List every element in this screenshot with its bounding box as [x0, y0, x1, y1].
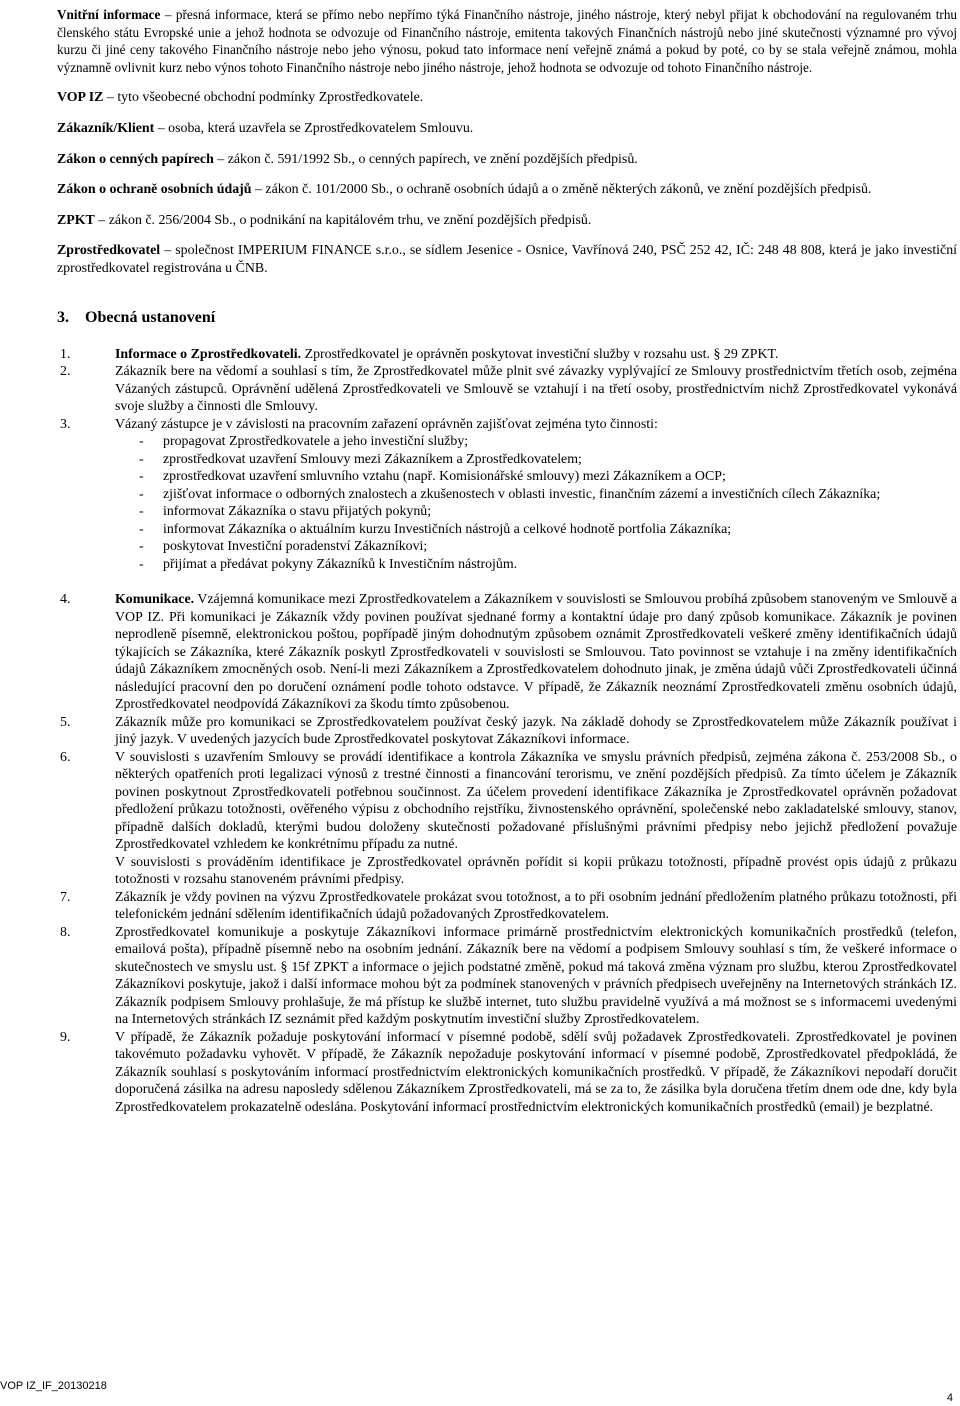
- activity-item: [139, 433, 957, 451]
- bullet-dash: -: [139, 556, 144, 572]
- activity-text: zjišťovat informace o odborných znalostech a zkušenostech v oblasti investic, finančním zázemí a investičních cílech Zákazníka;: [163, 486, 881, 502]
- definition-text: – zákon č. 591/1992 Sb., o cenných papírech, ve znění pozdějších předpisů.: [214, 152, 638, 167]
- document-page: [57, 6, 957, 1116]
- bullet-dash: -: [139, 451, 144, 467]
- activities-list: [139, 433, 957, 573]
- definition-term: VOP IZ: [57, 90, 104, 106]
- item-text: V souvislosti s prováděním identifikace je Zprostředkovatel oprávněn pořídit si kopii průkazu totožnosti, případně provést opis údajů z průkazu totožnosti v rozsahu stanoveném právními předpisy.: [115, 854, 957, 888]
- item-number: 4.: [60, 592, 71, 608]
- bullet-dash: -: [139, 504, 144, 520]
- section-heading: [57, 308, 957, 328]
- bullet-dash: -: [139, 469, 144, 485]
- item-number: 6.: [60, 749, 71, 765]
- definition-text: – zákon č. 101/2000 Sb., o ochraně osobních údajů a o změně některých zákonů, ve znění pozdějších předpisů.: [252, 182, 872, 197]
- definition-term: Zprostředkovatel: [57, 243, 161, 259]
- activity-item: [139, 468, 957, 486]
- list-item: [57, 363, 957, 416]
- definition-text: – přesná informace, která se přímo nebo nepřímo týká Finančního nástroje, jiného nástroje, který nebyl přijat k obchodování na regulovaném trhu členského státu Evropské unie a jehož hodnota se odvozuje od Finančního nástroje, emitenta takových Finančních nástrojů nebo jiné skutečnosti významné pro vývoj kurzu či jiné ceny takového Finančního nástroje nebo jeho výnosu, pokud tato informace není veřejně známá a pokud by poté, co by se stala veřejně známou, mohla významně ovlivnit kurz nebo výnos tohoto Finančního nástroje nebo jiného nástroje, jehož hodnota se odvozuje od tohoto Finančního nástroje.: [57, 7, 957, 75]
- item-text: Vzájemná komunikace mezi Zprostředkovatelem a Zákazníkem v souvislosti se Smlouvou probíhá způsobem stanoveným ve Smlouvě a VOP IZ. Při komunikaci je Zákazník vždy povinen používat sjednané formy a kontaktní údaje pro daný způsob komunikace. Zákazník je povinen neprodleně písemně, elektronickou poštou, popřípadě jiným dohodnutým způsobem oznámit Zprostředkovateli veškeré změny identifikačních údajů týkajících se Zákazníka, které Zákazník poskytl Zprostředkovateli v souvislosti se Smlouvou. Tato povinnost se vztahuje i na změny identifikačních údajů Zákazníkem zmocněných osob. Není-li mezi Zákazníkem a Zprostředkovatelem dohodnuto jinak, je změna údajů vůči Zprostředkovateli účinná následující pracovní den po doručení oznámení podle tohoto odstavce. V případě, že Zákazník neoznámí Zprostředkovateli změnu osobních údajů, Zprostředkovatel neodpovídá Zákazníkovi za škodu tímto způsobenou.: [115, 592, 957, 713]
- list-item: [57, 346, 957, 364]
- activity-text: přijímat a předávat pokyny Zákazníků k Investičním nástrojům.: [163, 556, 518, 572]
- definition-intermediary: [57, 242, 957, 277]
- definition-term: Zákon o ochraně osobních údajů: [57, 182, 252, 198]
- item-text: Zákazník bere na vědomí a souhlasí s tím, že Zprostředkovatel může plnit své závazky vyplývající ze Smlouvy prostřednictvím třetích osob, zejména Vázaných zástupců. Oprávnění udělená Zprostředkovateli ve Smlouvě se vztahují i na třetí osoby, prostřednictvím nichž Zprostředkovatel vykonává svoje služby a činnosti dle Smlouvy.: [115, 364, 957, 415]
- definition-text: – tyto všeobecné obchodní podmínky Zprostředkovatele.: [103, 90, 423, 105]
- definition-vop-iz: [57, 89, 957, 107]
- activity-item: [139, 451, 957, 469]
- definition-text: – osoba, která uzavřela se Zprostředkovatelem Smlouvu.: [154, 121, 473, 136]
- definition-text: – zákon č. 256/2004 Sb., o podnikání na kapitálovém trhu, ve znění pozdějších předpisů.: [95, 213, 591, 228]
- definition-data-protection-act: [57, 181, 957, 199]
- bullet-dash: -: [139, 521, 144, 537]
- definition-client: [57, 120, 957, 138]
- list-item: [57, 1029, 957, 1117]
- item-text: Zákazník může pro komunikaci se Zprostředkovatelem používat český jazyk. Na základě dohody se Zprostředkovatelem může Zákazník používat i jiný jazyk. V uvedených jazycích bude Zprostředkovatel poskytovat Zákazníkovi informace.: [115, 714, 957, 748]
- definition-term: ZPKT: [57, 212, 95, 228]
- list-item: [57, 714, 957, 749]
- list-item: [57, 416, 957, 434]
- item-number: 9.: [60, 1029, 71, 1045]
- definition-term: Vnitřní informace: [57, 7, 161, 22]
- item-number: 7.: [60, 889, 71, 905]
- list-item: [57, 924, 957, 1029]
- activity-item: [139, 486, 957, 504]
- item-text: V případě, že Zákazník požaduje poskytování informací v písemné podobě, sdělí svůj požadavek Zprostředkovateli. Zprostředkovatel je povinen takovémuto požadavku vyhovět. V případě, že Zákazník nepožaduje poskytování informací v písemné podobě, Zprostředkovatel předpokládá, že Zákazník souhlasí s poskytováním informací prostřednictvím elektronických komunikačních prostředků. V případě, že Zákazníkovi nepodaří doručit doporučená zásilka na adresu naposledy sdělenou Zákazníkem Zprostředkovateli, má se za to, že zásilka byla doručena třetím dnem ode dne, kdy byla Zprostředkovatelem prokazatelně odeslána. Poskytování informací prostřednictvím elektronických komunikačních prostředků (email) je bezplatné.: [115, 1029, 957, 1115]
- item-heading: Komunikace.: [115, 592, 195, 608]
- list-item-continuation: [57, 854, 957, 889]
- activity-item: [139, 538, 957, 556]
- list-item: [57, 749, 957, 854]
- activity-item: [139, 556, 957, 574]
- definition-inside-information: [57, 6, 957, 76]
- section-title: Obecná ustanovení: [85, 308, 216, 326]
- item-text: Zprostředkovatel komunikuje a poskytuje Zákazníkovi informace primárně prostřednictvím elektronických komunikačních prostředků (telefon, emailová pošta), případně písemně nebo na osobním jednání. Zákazník bere na vědomí a podpisem Smlouvy souhlasí s tím, že veškeré informace o skutečnostech ve smyslu ust. § 15f ZPKT a informace o jejich podstatné změně, pokud má taková změna význam pro službu, kterou Zprostředkovatel Zákazníkovi poskytuje, jakož i další informace mohou být za podmínek stanovených v právních předpisech uveřejněny na Internetových stránkách IZ. Zákazník podpisem Smlouvy prohlašuje, že má přístup ke službě internet, tuto službu pravidelně využívá a má možnost se s informacemi uvedenými na Internetových stránkách IZ seznámit před každým poskytnutím investiční služby Zprostředkovatelem.: [115, 924, 957, 1028]
- bullet-dash: -: [139, 486, 144, 502]
- list-item: [57, 889, 957, 924]
- section-number: 3.: [57, 308, 69, 326]
- activity-text: informovat Zákazníka o aktuálním kurzu Investičních nástrojů a celkové hodnotě portfolia Zákazníka;: [163, 521, 732, 537]
- activity-item: [139, 503, 957, 521]
- list-item: [57, 591, 957, 714]
- item-text: Zprostředkovatel je oprávněn poskytovat investiční služby v rozsahu ust. § 29 ZPKT.: [304, 346, 779, 362]
- activity-text: zprostředkovat uzavření Smlouvy mezi Zákazníkem a Zprostředkovatelem;: [163, 451, 582, 467]
- activity-text: poskytovat Investiční poradenství Zákazníkovi;: [163, 539, 428, 555]
- footer-document-id: VOP IZ_IF_20130218: [0, 1380, 107, 1392]
- item-number: 2.: [60, 364, 71, 380]
- definition-text: – společnost IMPERIUM FINANCE s.r.o., se sídlem Jesenice - Osnice, Vavřínová 240, PSČ 252 42, IČ: 248 48 808, která je jako investiční zprostředkovatel registrována u ČNB.: [57, 243, 957, 276]
- item-text: Vázaný zástupce je v závislosti na pracovním zařazení oprávněn zajišťovat zejména tyto činnosti:: [115, 416, 658, 432]
- item-text: Zákazník je vždy povinen na výzvu Zprostředkovatele prokázat svou totožnost, a to při osobním jednání předložením platného průkazu totožnosti, při telefonickém jednání sdělením identifikačních údajů požadovaných Zprostředkovatelem.: [115, 889, 957, 923]
- bullet-dash: -: [139, 434, 144, 450]
- definition-securities-act: [57, 151, 957, 169]
- bullet-dash: -: [139, 539, 144, 555]
- item-text: V souvislosti s uzavřením Smlouvy se provádí identifikace a kontrola Zákazníka ve smyslu právních předpisů, zejména zákona č. 253/2008 Sb., o některých opatřeních proti legalizaci výnosů z trestné činnosti a financování terorismu, ve znění pozdějších předpisů. Za tímto účelem je Zákazník povinen poskytnout Zprostředkovateli potřebnou součinnost. Za účelem provedení identifikace Zákazníka je Zprostředkovatel oprávněn požadovat předložení průkazu totožnosti, ověřeného výpisu z obchodního rejstříku, živnostenského oprávnění, společenské nebo zakladatelské smlouvy, stanov, případně dalších dokladů, kterými budou doloženy skutečnosti požadované příslušnými právními předpisy nebo jejichž předložení považuje Zprostředkovatel vzhledem ke konkrétnímu případu za nutné.: [115, 749, 957, 853]
- item-number: 3.: [60, 416, 71, 432]
- definition-term: Zákon o cenných papírech: [57, 151, 214, 167]
- item-heading: Informace o Zprostředkovateli.: [115, 346, 302, 362]
- definition-zpkt: [57, 212, 957, 230]
- activity-text: propagovat Zprostředkovatele a jeho investiční služby;: [163, 434, 469, 450]
- item-number: 1.: [60, 346, 71, 362]
- item-number: 8.: [60, 924, 71, 940]
- activity-text: informovat Zákazníka o stavu přijatých pokynů;: [163, 504, 432, 520]
- item-number: 5.: [60, 714, 71, 730]
- activity-item: [139, 521, 957, 539]
- footer-page-number: 4: [946, 1392, 953, 1404]
- definition-term: Zákazník/Klient: [57, 120, 155, 136]
- activity-text: zprostředkovat uzavření smluvního vztahu (např. Komisionářské smlouvy) mezi Zákazníkem a OCP;: [163, 469, 726, 485]
